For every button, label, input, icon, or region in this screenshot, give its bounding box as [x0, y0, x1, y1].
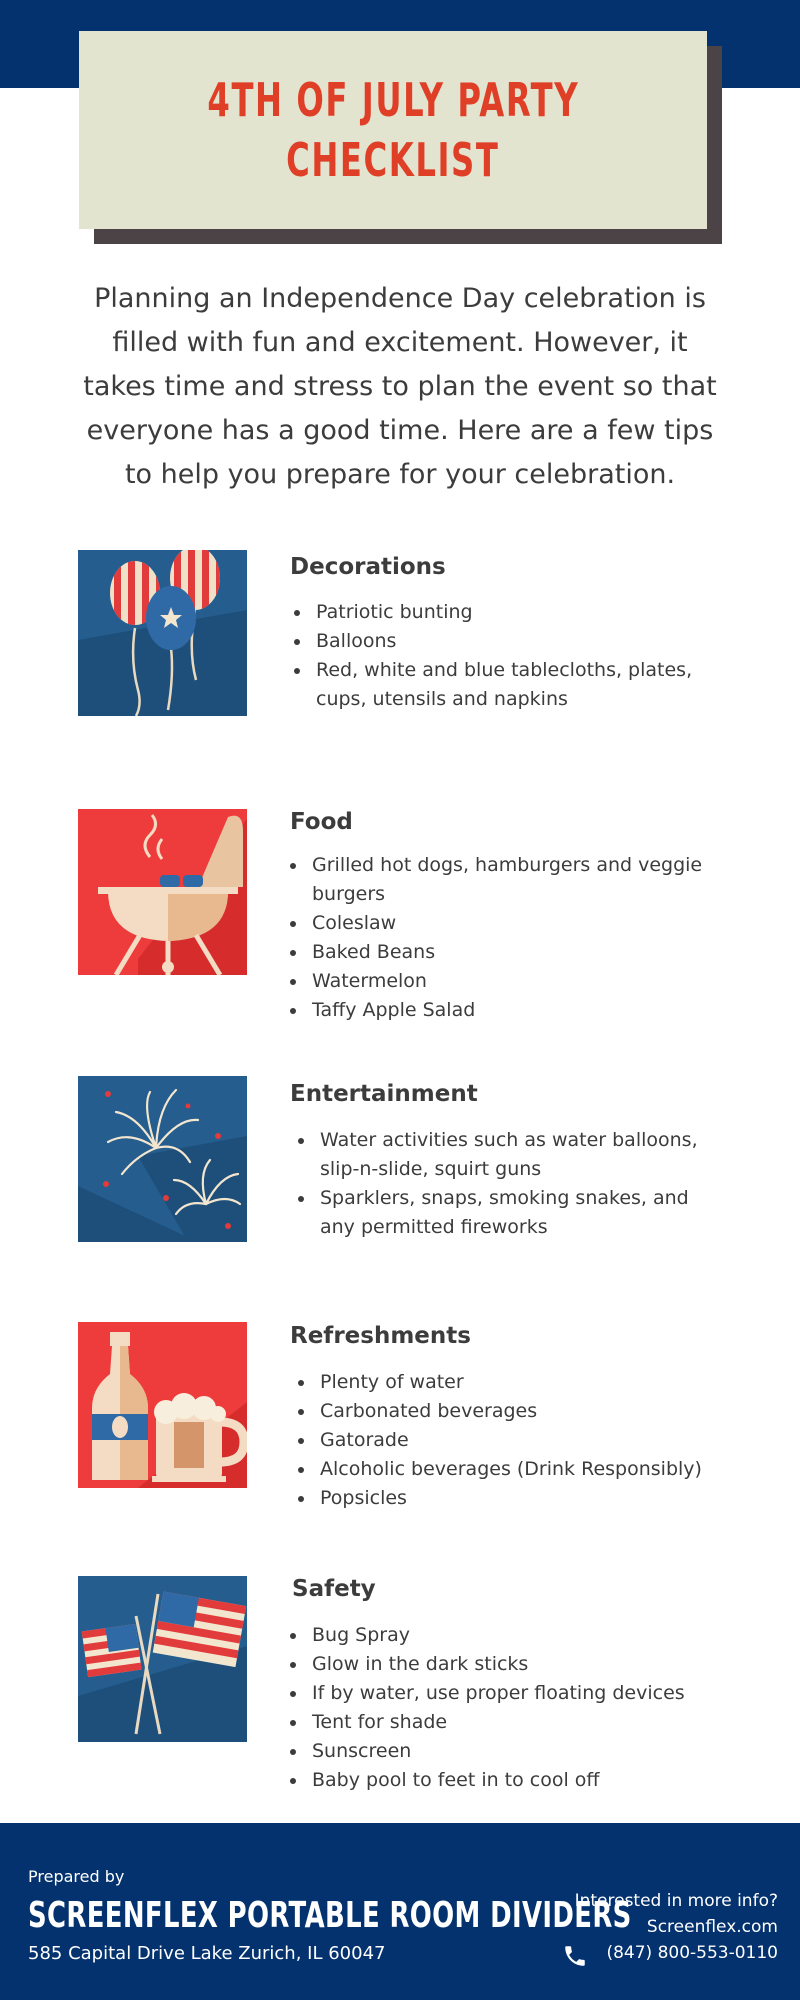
safety-list [286, 1621, 685, 1795]
list-item: Patriotic bunting [290, 598, 692, 627]
intro-line: filled with fun and excitement. However, it [112, 327, 688, 358]
company-name: SCREENFLEX PORTABLE ROOM DIVIDERS [28, 1895, 632, 1936]
section-heading: Decorations [290, 554, 446, 580]
list-item: Balloons [290, 627, 692, 656]
list-item-continuation: slip-n-slide, squirt guns [320, 1158, 542, 1180]
website-link[interactable]: Screenflex.com [646, 1917, 778, 1937]
intro-line: Planning an Independence Day celebration is [94, 283, 706, 314]
list-item: Bug Spray [286, 1621, 685, 1650]
food-list [286, 851, 702, 1025]
section-heading: Food [290, 809, 353, 835]
list-item: Tent for shade [286, 1708, 685, 1737]
list-item: Baked Beans [286, 938, 702, 967]
list-item-continuation: any permitted fireworks [320, 1216, 548, 1238]
list-item: Taffy Apple Salad [286, 996, 702, 1025]
list-item: Sunscreen [286, 1737, 685, 1766]
entertainment-list [294, 1126, 698, 1242]
intro-line: takes time and stress to plan the event so that [83, 371, 717, 402]
list-item: Sparklers, snaps, smoking snakes, and [294, 1184, 698, 1213]
list-item: Water activities such as water balloons, [294, 1126, 698, 1155]
title-card [79, 31, 707, 229]
list-item-continuation: cups, utensils and napkins [316, 688, 568, 710]
decorations-list [290, 598, 692, 714]
list-item: Plenty of water [294, 1368, 702, 1397]
list-item: Gatorade [294, 1426, 702, 1455]
section-heading: Entertainment [290, 1081, 478, 1107]
list-item: Grilled hot dogs, hamburgers and veggie [286, 851, 702, 880]
section-heading: Safety [292, 1576, 376, 1602]
list-item: If by water, use proper floating devices [286, 1679, 685, 1708]
prepared-by-label: Prepared by [28, 1867, 125, 1886]
page-title-line-1: 4TH OF JULY PARTY [207, 73, 579, 127]
refreshments-list [294, 1368, 702, 1513]
list-item: Carbonated beverages [294, 1397, 702, 1426]
list-item: Alcoholic beverages (Drink Responsibly) [294, 1455, 702, 1484]
flags-icon [78, 1576, 247, 1742]
intro-line: everyone has a good time. Here are a few tips [86, 415, 714, 446]
list-item-continuation: burgers [312, 883, 386, 905]
company-address: 585 Capital Drive Lake Zurich, IL 60047 [28, 1943, 386, 1964]
intro-paragraph [22, 277, 778, 497]
section-heading: Refreshments [290, 1323, 471, 1349]
balloons-icon [78, 550, 247, 716]
page-title-line-2: CHECKLIST [286, 133, 500, 187]
phone-number[interactable]: (847) 800-553-0110 [606, 1943, 778, 1963]
drinks-icon [78, 1322, 247, 1488]
footer [0, 1823, 800, 2000]
list-item: Coleslaw [286, 909, 702, 938]
list-item: Red, white and blue tablecloths, plates, [290, 656, 692, 685]
info-prompt: Interested in more info? [574, 1891, 778, 1911]
list-item: Popsicles [294, 1484, 702, 1513]
list-item: Watermelon [286, 967, 702, 996]
phone-icon [562, 1943, 588, 1969]
fireworks-icon [78, 1076, 247, 1242]
list-item: Baby pool to feet in to cool off [286, 1766, 685, 1795]
list-item: Glow in the dark sticks [286, 1650, 685, 1679]
intro-line: to help you prepare for your celebration. [124, 459, 676, 490]
grill-icon [78, 809, 247, 975]
